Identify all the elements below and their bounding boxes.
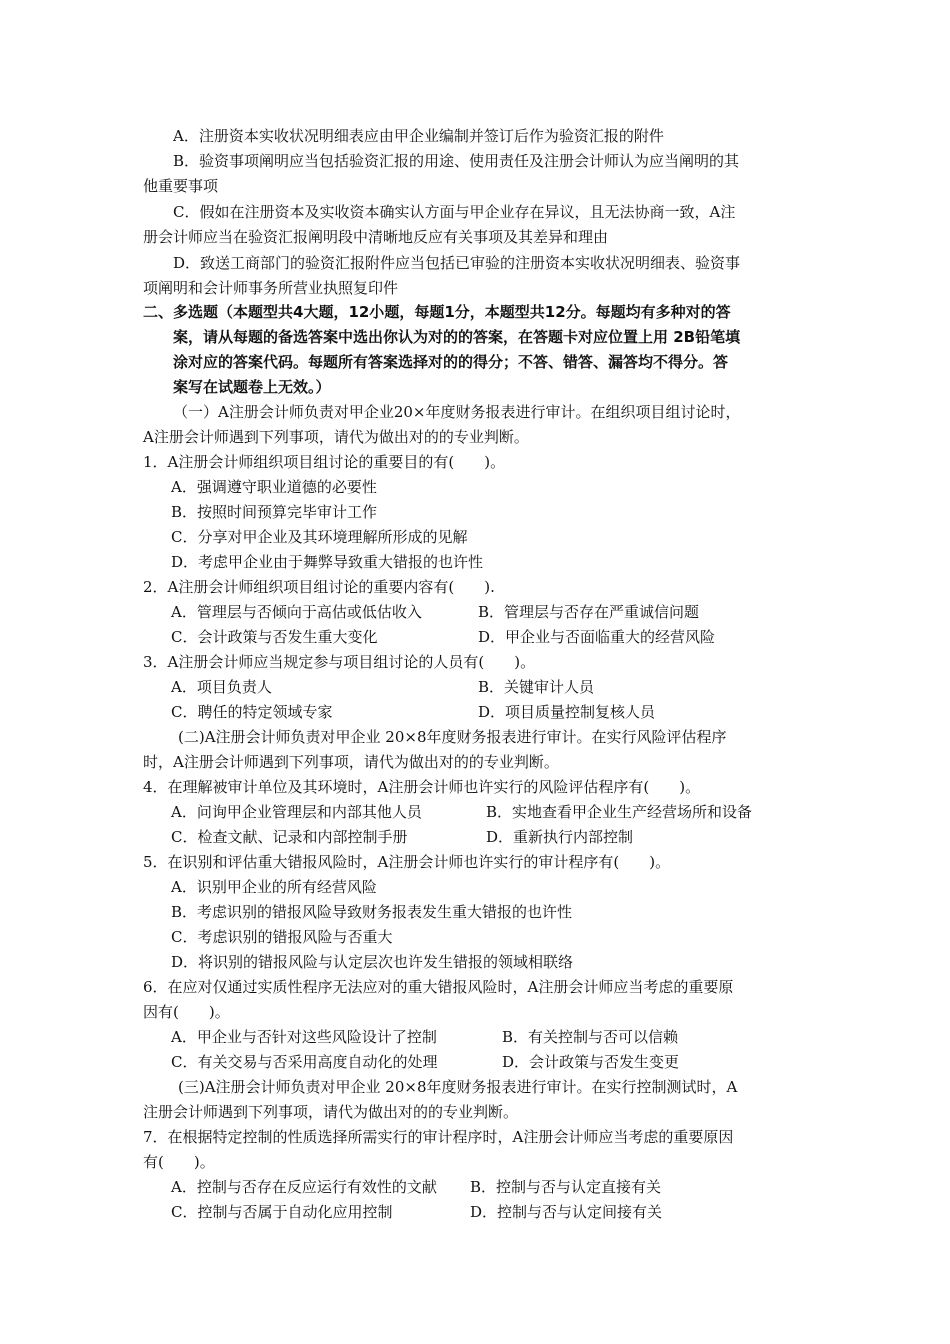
question-7-option-a: A．控制与否存在反应运行有效性的文献 <box>171 1178 437 1196</box>
question-2-option-c: C．会计政策与否发生重大变化 <box>171 628 378 646</box>
question-2-option-a: A．管理层与否倾向于高估或低估收入 <box>171 603 422 621</box>
option-c-cont: 册会计师应当在验资汇报阐明段中清晰地反应有关事项及其差异和理由 <box>143 228 609 246</box>
question-7-option-d: D．控制与否与认定间接有关 <box>470 1203 663 1221</box>
case-intro: （一）A注册会计师负责对甲企业20×年度财务报表进行审计。在组织项目组讨论时， <box>173 403 741 421</box>
question-4: 4．在理解被审计单位及其环境时，A注册会计师也许实行的风险评估程序有( )。 <box>143 778 701 796</box>
question-3-option-a: A．项目负责人 <box>171 678 272 696</box>
question-7-option-b: B．控制与否与认定直接有关 <box>470 1178 662 1196</box>
case-intro-cont: A注册会计师遇到下列事项，请代为做出对的的专业判断。 <box>143 428 529 446</box>
section-heading-cont: 涂对应的答案代码。每题所有答案选择对的的得分；不答、错答、漏答均不得分。答 <box>173 353 729 371</box>
option-b: B．验资事项阐明应当包括验资汇报的用途、使用责任及注册会计师认为应当阐明的其 <box>173 152 740 170</box>
question-2-option-d: D．甲企业与否面临重大的经营风险 <box>478 628 716 646</box>
question-5-option-b: B．考虑识别的错报风险导致财务报表发生重大错报的也许性 <box>171 903 573 921</box>
question-3-option-d: D．项目质量控制复核人员 <box>478 703 656 721</box>
question-4-option-c: C．检查文献、记录和内部控制手册 <box>171 828 408 846</box>
question-1-option-d: D．考虑甲企业由于舞弊导致重大错报的也许性 <box>171 553 484 571</box>
question-4-option-b: B．实地查看甲企业生产经营场所和设备 <box>486 803 753 821</box>
question-6-cont: 因有( )。 <box>143 1003 230 1021</box>
question-1-option-a: A．强调遵守职业道德的必要性 <box>171 478 377 496</box>
question-7-option-c: C．控制与否属于自动化应用控制 <box>171 1203 393 1221</box>
question-4-option-d: D．重新执行内部控制 <box>486 828 634 846</box>
question-6-option-b: B．有关控制与否可以信赖 <box>502 1028 679 1046</box>
question-5-option-a: A．识别甲企业的所有经营风险 <box>171 878 377 896</box>
question-5-option-c: C．考虑识别的错报风险与否重大 <box>171 928 393 946</box>
case-intro: (二)A注册会计师负责对甲企业 20×8年度财务报表进行审计。在实行风险评估程序 <box>178 728 727 746</box>
question-1-option-b: B．按照时间预算完毕审计工作 <box>171 503 378 521</box>
question-6-option-d: D．会计政策与否发生变更 <box>502 1053 680 1071</box>
question-6: 6．在应对仅通过实质性程序无法应对的重大错报风险时，A注册会计师应当考虑的重要原 <box>143 978 734 996</box>
option-b-cont: 他重要事项 <box>143 177 219 195</box>
question-2: 2．A注册会计师组织项目组讨论的重要内容有( ). <box>143 578 495 596</box>
question-2-option-b: B．管理层与否存在严重诚信问题 <box>478 603 700 621</box>
section-heading: 二、多选题（本题型共4大题，12小题，每题1分，本题型共12分。每题均有多种对的答 <box>143 303 731 321</box>
question-5: 5．在识别和评估重大错报风险时，A注册会计师也许实行的审计程序有( )。 <box>143 853 671 871</box>
question-7-cont: 有( )。 <box>143 1153 215 1171</box>
question-3-option-c: C．聘任的特定领域专家 <box>171 703 333 721</box>
question-5-option-d: D．将识别的错报风险与认定层次也许发生错报的领域相联络 <box>171 953 574 971</box>
section-heading-cont: 案写在试题卷上无效。） <box>173 378 331 396</box>
option-c: C．假如在注册资本及实收资本确实认方面与甲企业存在异议，且无法协商一致，A注 <box>173 203 736 221</box>
case-intro-cont: 注册会计师遇到下列事项，请代为做出对的的专业判断。 <box>143 1103 519 1121</box>
question-6-option-a: A．甲企业与否针对这些风险设计了控制 <box>171 1028 437 1046</box>
section-heading-cont: 案，请从每题的备选答案中选出你认为对的的答案，在答题卡对应位置上用 2B铅笔填 <box>173 328 741 346</box>
question-7: 7．在根据特定控制的性质选择所需实行的审计程序时，A注册会计师应当考虑的重要原因 <box>143 1128 734 1146</box>
question-6-option-c: C．有关交易与否采用高度自动化的处理 <box>171 1053 438 1071</box>
question-1-option-c: C．分享对甲企业及其环境理解所形成的见解 <box>171 528 468 546</box>
case-intro: (三)A注册会计师负责对甲企业 20×8年度财务报表进行审计。在实行控制测试时，A <box>178 1078 738 1096</box>
question-4-option-a: A．问询甲企业管理层和内部其他人员 <box>171 803 422 821</box>
question-3: 3．A注册会计师应当规定参与项目组讨论的人员有( )。 <box>143 653 536 671</box>
question-3-option-b: B．关键审计人员 <box>478 678 595 696</box>
option-a: A．注册资本实收状况明细表应由甲企业编制并签订后作为验资汇报的附件 <box>173 127 664 145</box>
option-d: D．致送工商部门的验资汇报附件应当包括已审验的注册资本实收状况明细表、验资事 <box>173 254 741 272</box>
question-1: 1．A注册会计师组织项目组讨论的重要目的有( )。 <box>143 453 506 471</box>
option-d-cont: 项阐明和会计师事务所营业执照复印件 <box>143 279 399 297</box>
case-intro-cont: 时，A注册会计师遇到下列事项，请代为做出对的的专业判断。 <box>143 753 559 771</box>
